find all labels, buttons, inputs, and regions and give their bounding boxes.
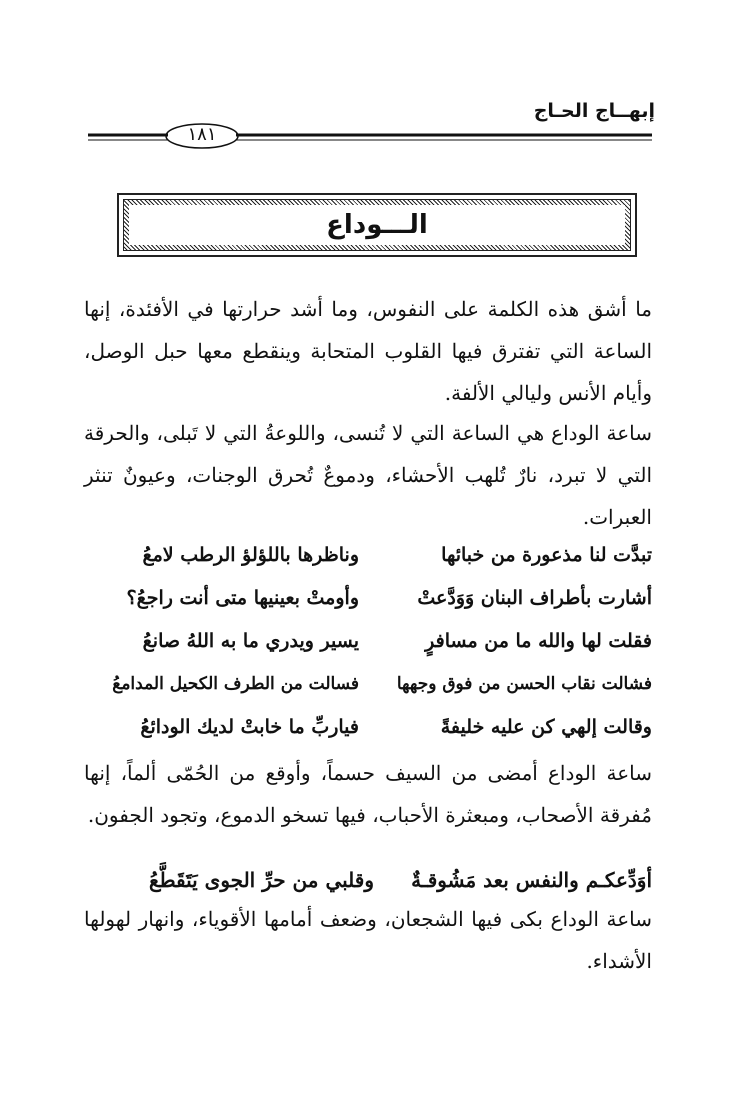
verse-second-hemistich: وناظرها باللؤلؤ الرطب لامعُ (142, 544, 359, 566)
verse-second-hemistich: فسالت من الطرف الكحيل المدامعُ (112, 674, 359, 694)
poem-verse (84, 535, 652, 575)
header-rule (88, 121, 652, 151)
verse-second-hemistich: وقلبي من حرِّ الجوى يَتَقَطَّعُ (148, 868, 374, 892)
poem-verse (84, 664, 652, 704)
poem-verse (84, 578, 652, 618)
verse-first-hemistich: تبدَّت لنا مذعورة من خبائها (441, 544, 652, 566)
paragraph-2: ساعة الوداع هي الساعة التي لا تُنسى، واللوعةُ التي لا تَبلى، والحرقة التي لا تبرد، نارٌ تُلهب الأحشاء، ودموعٌ تُحرق الوجنات، وعيونٌ تنثر العبرات. (84, 421, 652, 529)
verse-second-hemistich: وأومتْ بعينيها متى أنت راجعُ؟ (126, 587, 359, 609)
verse-first-hemistich: فشالت نقاب الحسن من فوق وجهها (396, 674, 652, 694)
verse-first-hemistich: فقلت لها والله ما من مسافرٍ (425, 630, 652, 652)
single-verse (84, 860, 652, 900)
book-title: إبهــاج الحـاج (533, 100, 655, 122)
page-number: ١٨١ (187, 124, 217, 145)
chapter-title-border (123, 199, 631, 251)
verse-second-hemistich: يسير ويدري ما به اللهُ صانعُ (142, 630, 359, 652)
paragraph-1: ما أشق هذه الكلمة على النفوس، وما أشد حرارتها في الأفئدة، إنها الساعة التي تفترق فيها القلوب المتحابة وينقطع معها حبل الوصل، وأيام الأنس وليالي الألفة. (84, 297, 652, 405)
verse-first-hemistich: أوَدِّعكـم والنفس بعد مَشُوقـةٌ (411, 868, 652, 892)
poem-verse (84, 707, 652, 747)
verse-first-hemistich: وقالت إلهي كن عليه خليفةً (440, 716, 652, 738)
chapter-title-frame (117, 193, 637, 257)
poem-verse (84, 621, 652, 661)
paragraph-4: ساعة الوداع بكى فيها الشجعان، وضعف أمامها الأقوياء، وانهار لهولها الأشداء. (84, 907, 652, 973)
paragraph-3: ساعة الوداع أمضى من السيف حسماً، وأوقع من الحُمّى ألماً، إنها مُفرقة الأصحاب، ومبعثرة الأحباب، فيها تسخو الدموع، وتجود الجفون. (84, 761, 652, 827)
verse-first-hemistich: أشارت بأطراف البنان وَوَدَّعتْ (417, 587, 652, 609)
chapter-title: الـــوداع (326, 210, 428, 240)
verse-second-hemistich: فياربِّ ما خابتْ لديك الودائعُ (140, 716, 359, 738)
